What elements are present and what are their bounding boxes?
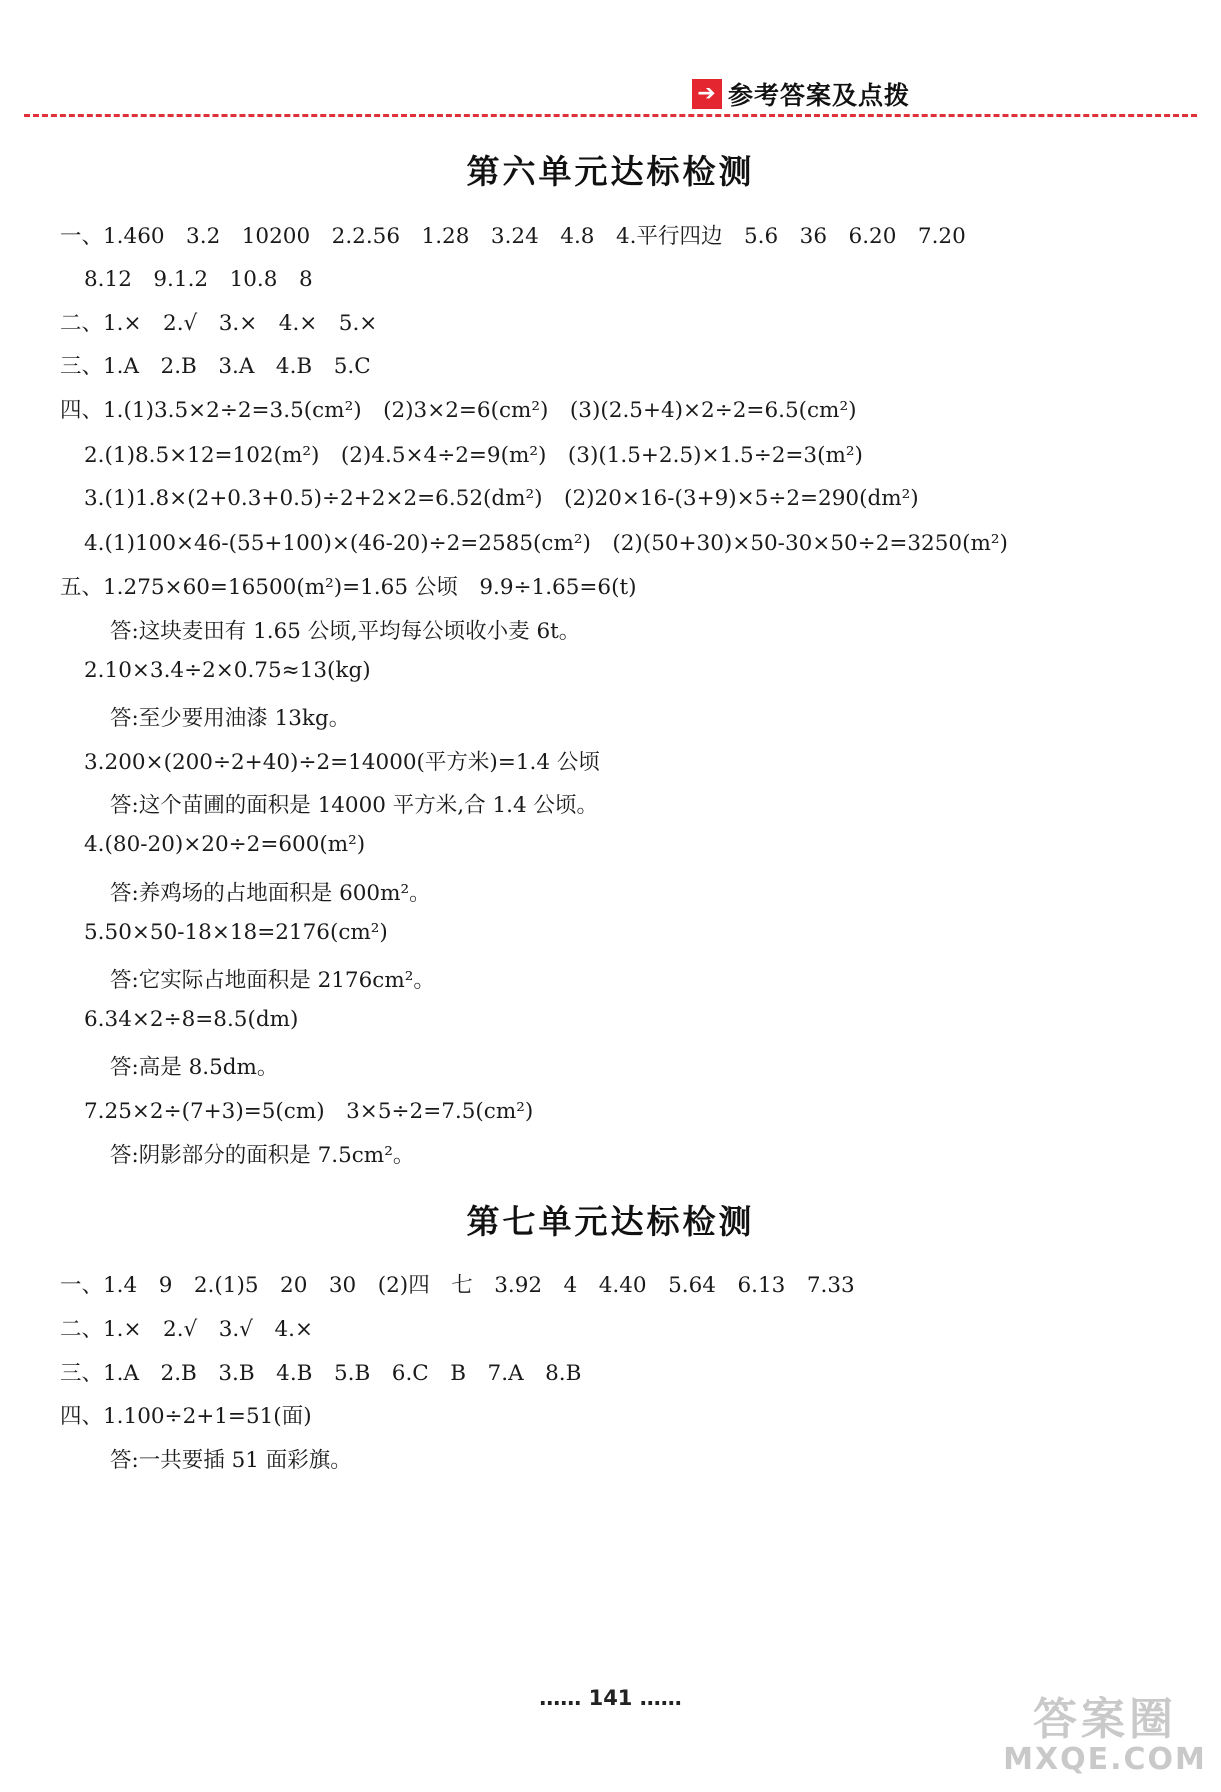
answer-line: 3.200×(200÷2+40)÷2=14000(平方米)=1.4 公顷 (84, 750, 600, 775)
answer-line: 四、1.(1)3.5×2÷2=3.5(cm²) (2)3×2=6(cm²) (3)(2.5+4)×2÷2=6.5(cm²) (60, 398, 857, 423)
answer-line: 3.(1)1.8×(2+0.3+0.5)÷2+2×2=6.52(dm²) (2)20×16-(3+9)×5÷2=290(dm²) (84, 486, 919, 511)
answer-line: 三、1.A 2.B 3.A 4.B 5.C (60, 354, 371, 379)
answer-line: 7.25×2÷(7+3)=5(cm) 3×5÷2=7.5(cm²) (84, 1099, 534, 1124)
answer-line: 一、1.4 9 2.(1)5 20 30 (2)四 七 3.92 4 4.40 5.64 6.13 7.33 (60, 1273, 855, 1298)
answer-line: 答:这块麦田有 1.65 公顷,平均每公顷收小麦 6t。 (110, 619, 581, 644)
answer-line: 5.50×50-18×18=2176(cm²) (84, 920, 388, 945)
answer-line: 4.(1)100×46-(55+100)×(46-20)÷2=2585(cm²) (2)(50+30)×50-30×50÷2=3250(m²) (84, 531, 1008, 556)
answer-line: 答:阴影部分的面积是 7.5cm²。 (110, 1143, 415, 1168)
section-title-unit-6: 第六单元达标检测 (466, 152, 755, 191)
answer-line: 8.12 9.1.2 10.8 8 (84, 267, 313, 292)
answer-line: 二、1.× 2.√ 3.√ 4.× (60, 1317, 313, 1342)
answer-line: 2.10×3.4÷2×0.75≈13(kg) (84, 658, 371, 683)
answer-line: 一、1.460 3.2 10200 2.2.56 1.28 3.24 4.8 4.平行四边 5.6 36 6.20 7.20 (60, 224, 966, 249)
answer-line: 答:高是 8.5dm。 (110, 1055, 279, 1080)
answer-line: 2.(1)8.5×12=102(m²) (2)4.5×4÷2=9(m²) (3)(1.5+2.5)×1.5÷2=3(m²) (84, 443, 863, 468)
page-number: …… 141 …… (539, 1686, 682, 1710)
section-title-unit-7: 第七单元达标检测 (466, 1202, 755, 1241)
answer-line: 答:这个苗圃的面积是 14000 平方米,合 1.4 公顷。 (110, 793, 599, 818)
answer-line: 答:至少要用油漆 13kg。 (110, 706, 351, 731)
header-tag (692, 76, 910, 112)
answer-line: 答:它实际占地面积是 2176cm²。 (110, 968, 435, 993)
answer-line: 三、1.A 2.B 3.B 4.B 5.B 6.C B 7.A 8.B (60, 1361, 582, 1386)
right-arrow-icon: ➔ (692, 79, 722, 109)
watermark-text: 答案圈 (1033, 1694, 1177, 1745)
answer-line: 二、1.× 2.√ 3.× 4.× 5.× (60, 311, 378, 336)
answer-line: 五、1.275×60=16500(m²)=1.65 公顷 9.9÷1.65=6(t) (60, 575, 637, 600)
answer-line: 答:养鸡场的占地面积是 600m²。 (110, 881, 431, 906)
watermark-domain: MXQE.COM (1003, 1742, 1207, 1777)
answer-line: 答:一共要插 51 面彩旗。 (110, 1448, 352, 1473)
answer-line: 四、1.100÷2+1=51(面) (60, 1404, 312, 1429)
answer-line: 6.34×2÷8=8.5(dm) (84, 1007, 299, 1032)
header-dashed-rule (24, 114, 1197, 117)
answer-line: 4.(80-20)×20÷2=600(m²) (84, 832, 366, 857)
watermark-logo (1005, 1690, 1205, 1786)
page-header (24, 72, 1197, 120)
header-title: 参考答案及点拨 (728, 81, 911, 110)
